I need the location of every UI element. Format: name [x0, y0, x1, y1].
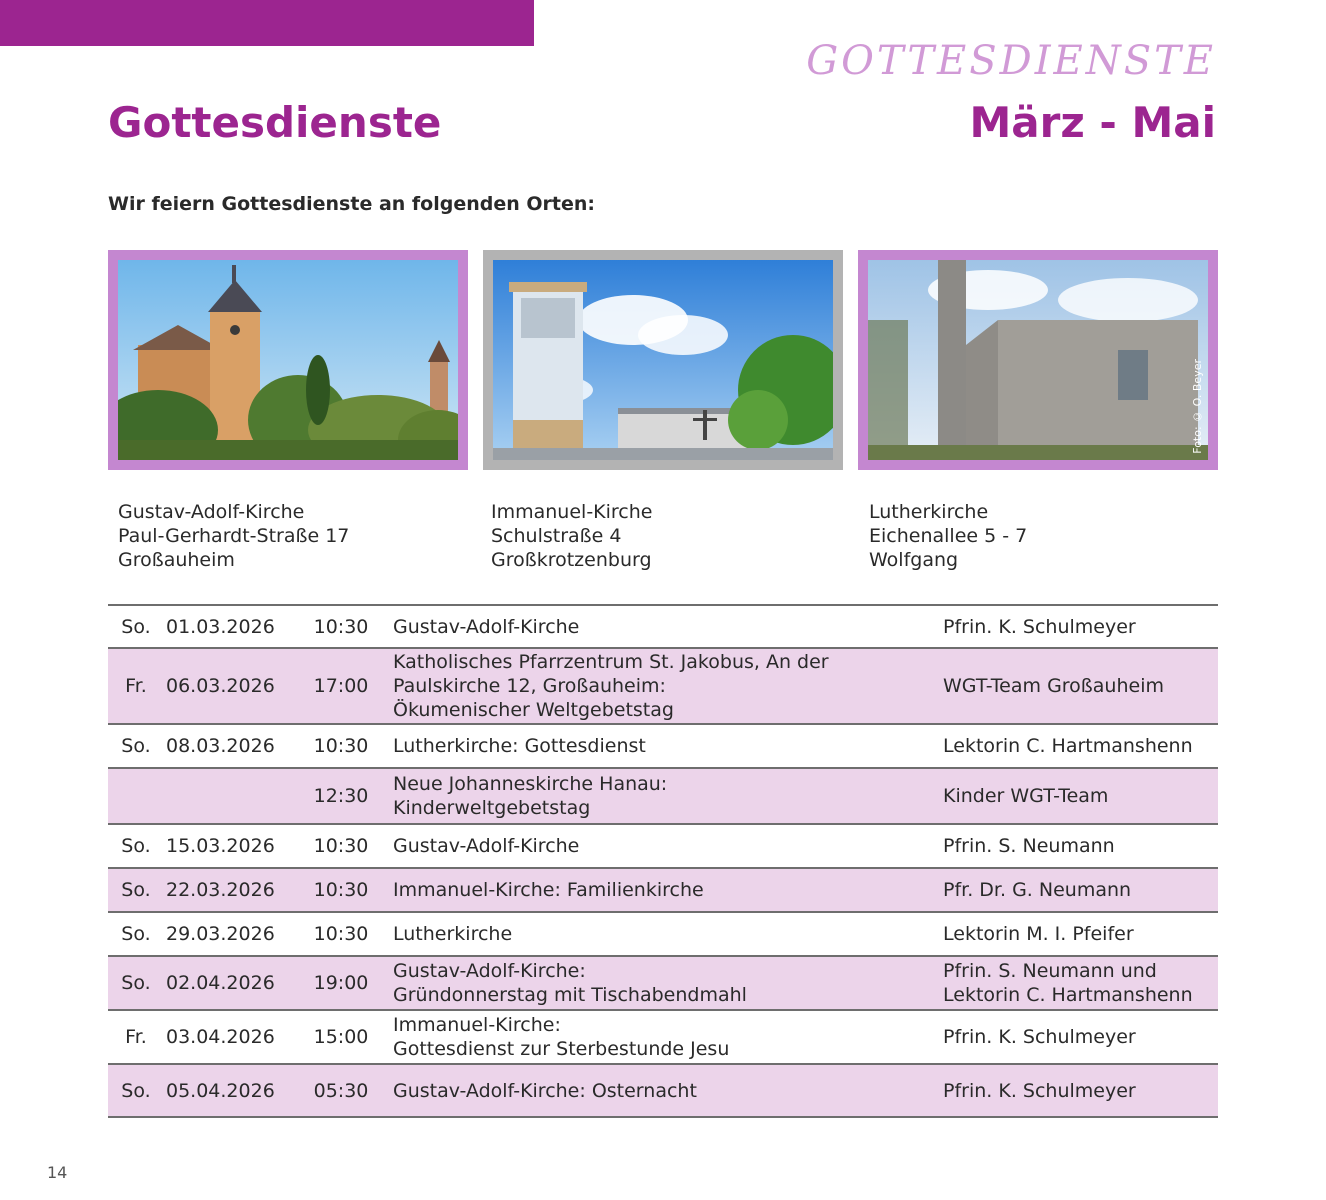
table-row	[108, 1064, 1218, 1117]
date-cell	[164, 768, 301, 824]
page-title: Gottesdienste	[108, 98, 442, 147]
date-cell: 02.04.2026	[166, 972, 275, 994]
event-line: Ökumenischer Weltgebetstag	[393, 699, 674, 721]
event-cell	[381, 605, 933, 648]
date-cell: 22.03.2026	[166, 879, 275, 901]
table-row	[108, 724, 1218, 768]
event-cell	[381, 824, 933, 868]
person-cell	[933, 768, 1218, 824]
day-cell: Fr.	[125, 1026, 147, 1048]
location-name: Lutherkirche	[869, 501, 989, 523]
event-line: Lutherkirche: Gottesdienst	[393, 735, 646, 757]
time-cell: 12:30	[313, 785, 369, 807]
date-cell: 01.03.2026	[166, 615, 275, 638]
day-cell: Fr.	[125, 675, 147, 697]
person-line: Pfrin. S. Neumann und	[943, 960, 1157, 982]
location-name: Gustav-Adolf-Kirche	[118, 501, 305, 523]
event-cell	[381, 1010, 933, 1064]
day-cell: So.	[121, 972, 151, 994]
table-row	[108, 956, 1218, 1010]
date-cell: 06.03.2026	[166, 675, 275, 697]
event-line: Neue Johanneskirche Hanau:	[393, 773, 668, 795]
event-line: Lutherkirche	[393, 923, 513, 945]
event-line: Katholisches Pfarrzentrum St. Jakobus, An der	[393, 651, 829, 673]
table-row	[108, 648, 1218, 724]
day-cell: So.	[121, 735, 151, 757]
location-town: Großkrotzenburg	[491, 549, 652, 571]
person-cell	[933, 1064, 1218, 1117]
event-line: Gustav-Adolf-Kirche: Osternacht	[393, 1079, 697, 1102]
period-title: März - Mai	[969, 98, 1216, 147]
event-cell	[381, 768, 933, 824]
time-cell: 19:00	[313, 972, 369, 994]
person-line: Kinder WGT-Team	[943, 785, 1109, 807]
time-cell: 10:30	[313, 879, 369, 901]
day-cell	[108, 768, 164, 824]
person-cell	[933, 824, 1218, 868]
services-table	[108, 604, 1218, 1118]
location-caption	[869, 500, 1027, 572]
table-row	[108, 868, 1218, 912]
event-line: Gustav-Adolf-Kirche:	[393, 960, 586, 982]
person-line: Lektorin M. I. Pfeifer	[943, 923, 1134, 945]
location-caption	[118, 500, 349, 572]
person-cell	[933, 648, 1218, 724]
date-cell: 05.04.2026	[166, 1079, 275, 1102]
day-cell: So.	[121, 1079, 151, 1102]
person-line: Pfr. Dr. G. Neumann	[943, 879, 1132, 901]
time-cell: 10:30	[313, 615, 369, 638]
event-cell	[381, 868, 933, 912]
event-cell	[381, 724, 933, 768]
table-row	[108, 824, 1218, 868]
person-line: WGT-Team Großauheim	[943, 675, 1164, 697]
person-line: Lektorin C. Hartmanshenn	[943, 984, 1193, 1006]
day-cell: So.	[121, 879, 151, 901]
event-cell	[381, 912, 933, 956]
time-cell: 10:30	[313, 835, 369, 857]
location-street: Eichenallee 5 - 7	[869, 525, 1028, 547]
time-cell: 10:30	[313, 735, 369, 757]
time-cell: 10:30	[313, 923, 369, 945]
person-cell	[933, 956, 1218, 1010]
location-street: Schulstraße 4	[491, 525, 622, 547]
person-line: Pfrin. S. Neumann	[943, 835, 1115, 857]
location-name: Immanuel-Kirche	[491, 501, 653, 523]
location-caption	[491, 500, 652, 572]
page-number: 14	[47, 1163, 68, 1182]
time-cell: 15:00	[313, 1026, 369, 1048]
person-cell	[933, 1010, 1218, 1064]
table-row	[108, 605, 1218, 648]
photo-credit: Foto: © O. Beyer	[1191, 359, 1204, 454]
event-cell	[381, 648, 933, 724]
day-cell: So.	[121, 615, 151, 638]
date-cell: 29.03.2026	[166, 923, 275, 945]
event-line: Gottesdienst zur Sterbestunde Jesu	[393, 1038, 730, 1060]
day-cell: So.	[121, 835, 151, 857]
person-line: Lektorin C. Hartmanshenn	[943, 735, 1193, 757]
event-line: Paulskirche 12, Großauheim:	[393, 675, 666, 697]
section-label: GOTTESDIENSTE	[806, 38, 1216, 84]
date-cell: 08.03.2026	[166, 735, 275, 757]
event-line: Gründonnerstag mit Tischabendmahl	[393, 984, 747, 1006]
event-line: Gustav-Adolf-Kirche	[393, 615, 580, 638]
event-cell	[381, 1064, 933, 1117]
location-town: Großauheim	[118, 549, 235, 571]
time-cell: 17:00	[313, 675, 369, 697]
person-cell	[933, 912, 1218, 956]
event-line: Immanuel-Kirche: Familienkirche	[393, 879, 704, 901]
date-cell: 03.04.2026	[166, 1026, 275, 1048]
table-row	[108, 768, 1218, 824]
photo-immanuel-kirche	[483, 250, 843, 470]
photo-gustav-adolf-kirche	[108, 250, 468, 470]
person-cell	[933, 724, 1218, 768]
table-row	[108, 912, 1218, 956]
person-cell	[933, 868, 1218, 912]
event-line: Gustav-Adolf-Kirche	[393, 835, 580, 857]
event-line: Kinderweltgebetstag	[393, 797, 591, 819]
person-line: Pfrin. K. Schulmeyer	[943, 1079, 1136, 1102]
person-line: Pfrin. K. Schulmeyer	[943, 1026, 1136, 1048]
location-street: Paul-Gerhardt-Straße 17	[118, 525, 350, 547]
event-line: Immanuel-Kirche:	[393, 1014, 561, 1036]
time-cell: 05:30	[313, 1079, 369, 1102]
day-cell: So.	[121, 923, 151, 945]
top-accent-bar	[0, 0, 534, 46]
table-row	[108, 1010, 1218, 1064]
date-cell: 15.03.2026	[166, 835, 275, 857]
event-cell	[381, 956, 933, 1010]
intro-text: Wir feiern Gottesdienste an folgenden Orten:	[108, 193, 595, 215]
location-town: Wolfgang	[869, 549, 959, 571]
person-cell	[933, 605, 1218, 648]
person-line: Pfrin. K. Schulmeyer	[943, 615, 1136, 638]
photo-lutherkirche	[858, 250, 1218, 470]
